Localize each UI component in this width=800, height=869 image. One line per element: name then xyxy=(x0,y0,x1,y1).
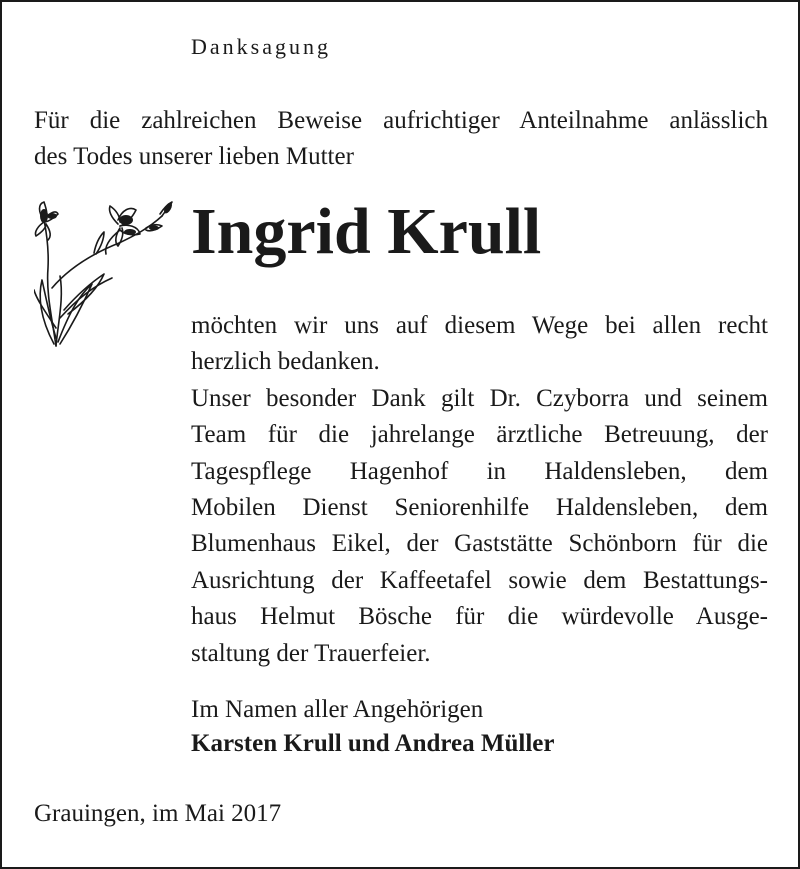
body-line: Tagespflege Hagenhof in Haldensleben, dem xyxy=(191,457,768,485)
intro-line-2: des Todes unserer lieben Mutter xyxy=(34,143,354,170)
intro-line-1: Für die zahlreichen Beweise aufrichtiger Anteilnahme anlässlich xyxy=(34,107,768,134)
body-line: Mobilen Dienst Seniorenhilfe Haldensleben, dem xyxy=(191,494,768,522)
body-line: Blumenhaus Eikel, der Gaststätte Schönborn für die xyxy=(191,530,768,558)
body-line: möchten wir uns auf diesem Wege bei allen recht xyxy=(191,312,768,339)
iris-flower-icon xyxy=(34,198,174,348)
signature-label: Im Namen aller Angehörigen xyxy=(191,696,484,723)
place-date: Grauingen, im Mai 2017 xyxy=(34,800,282,827)
signature-names: Karsten Krull und Andrea Müller xyxy=(191,730,555,757)
intro-text xyxy=(34,103,768,175)
thanks-body xyxy=(191,308,768,672)
body-line: haus Helmut Bösche für die würdevolle Ausge- xyxy=(191,603,768,631)
body-line: Ausrichtung der Kaffeetafel sowie dem Bestattungs- xyxy=(191,566,768,594)
notice-heading: Danksagung xyxy=(191,34,331,59)
body-line: herzlich bedanken. xyxy=(191,348,380,376)
body-line: staltung der Trauerfeier. xyxy=(191,639,431,667)
body-line: Unser besonder Dank gilt Dr. Czyborra und seinem xyxy=(191,384,768,412)
body-line: Team für die jahrelange ärztliche Betreuung, der xyxy=(191,421,768,449)
deceased-name: Ingrid Krull xyxy=(191,195,542,268)
